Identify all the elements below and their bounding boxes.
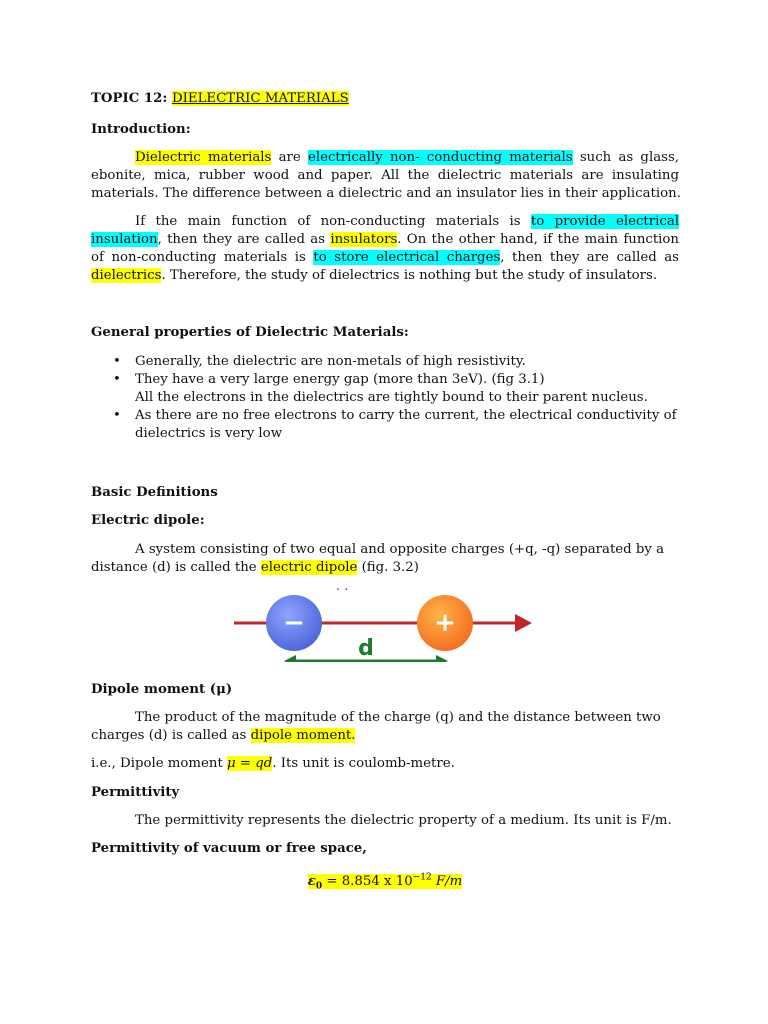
list-item-continuation: All the electrons in the dielectrics are tightly bound to their parent nucleus. xyxy=(135,390,648,405)
properties-list xyxy=(91,353,679,443)
topic-name: DIELECTRIC MATERIALS xyxy=(171,91,349,106)
hl-moment-equation: μ = qd xyxy=(227,756,273,771)
topic-title xyxy=(91,90,679,108)
negative-sign: − xyxy=(283,608,305,638)
hl-dielectrics: dielectrics xyxy=(91,268,162,283)
permittivity-line1: The permittivity represents the dielectric property of a medium. Its unit is F/m. xyxy=(135,813,672,828)
hl-dipole-moment: dipole moment. xyxy=(250,728,356,743)
dipole-line1: A system consisting of two equal and opposite charges (+q, -q) separated by a xyxy=(135,542,665,557)
distance-arrow-left-icon xyxy=(284,655,296,662)
basic-definitions-heading: Basic Definitions xyxy=(91,485,218,500)
list-item: • Generally, the dielectric are non-metals of high resistivity. xyxy=(113,354,526,369)
moment-line3: i.e., Dipole moment μ = qd. Its unit is coulomb-metre. xyxy=(91,756,455,771)
hl-non-conducting: electrically non- conducting materials xyxy=(307,150,573,165)
intro-p2-line1: If the main function of non-conducting materials is to provide electrical xyxy=(135,214,679,229)
hl-dielectric-materials: Dielectric materials xyxy=(135,150,272,165)
figure-dots: . . xyxy=(336,579,349,594)
list-item-continuation: dielectrics is very low xyxy=(135,426,283,441)
moment-line1: The product of the magnitude of the charge (q) and the distance between two xyxy=(135,710,661,725)
intro-p2-line4: dielectrics. Therefore, the study of dielectrics is nothing but the study of insulators. xyxy=(91,268,658,283)
permittivity-heading: Permittivity xyxy=(91,785,180,800)
list-item: • They have a very large energy gap (more than 3eV). (fig 3.1) xyxy=(113,372,545,387)
hl-provide-insulation: to provide electrical xyxy=(530,214,679,229)
intro-p1-line2: ebonite, mica, rubber wood and paper. All the dielectric materials are insulating xyxy=(91,168,679,183)
positive-sign: + xyxy=(434,608,456,638)
electric-dipole-heading: Electric dipole: xyxy=(91,513,205,528)
list-item: • As there are no free electrons to carry the current, the electrical conductivity of xyxy=(113,408,677,423)
dipole-line2: distance (d) is called the electric dipole (fig. 3.2) xyxy=(91,560,419,575)
hl-insulation: insulation xyxy=(91,232,158,247)
moment-line2: charges (d) is called as dipole moment. xyxy=(91,728,356,743)
distance-arrow-right-icon xyxy=(436,655,448,662)
axis-arrowhead-icon xyxy=(515,614,532,632)
hl-store-charges: to store electrical charges xyxy=(313,250,501,265)
bullet-icon: • xyxy=(113,372,121,387)
dipole-diagram xyxy=(226,577,536,662)
vacuum-heading: Permittivity of vacuum or free space, xyxy=(91,841,367,856)
intro-p2-line2: insulation, then they are called as insulators. On the other hand, if the main function xyxy=(91,232,679,247)
bullet-icon: • xyxy=(113,408,121,423)
topic-prefix: TOPIC 12: xyxy=(91,91,172,106)
dipole-moment-heading: Dipole moment (μ) xyxy=(91,682,233,697)
distance-label: d xyxy=(358,636,374,661)
hl-electric-dipole: electric dipole xyxy=(260,560,358,575)
intro-p1-line3: materials. The difference between a dielectric and an insulator lies in their application. xyxy=(91,186,681,201)
general-heading: General properties of Dielectric Materials: xyxy=(91,325,409,340)
bullet-icon: • xyxy=(113,354,121,369)
intro-p2-line3: of non-conducting materials is to store electrical charges, then they are called as xyxy=(91,250,679,265)
intro-heading: Introduction: xyxy=(91,122,191,137)
vacuum-equation-row xyxy=(91,869,679,896)
intro-p1-line1: Dielectric materials are electrically non- conducting materials such as glass, xyxy=(135,150,679,165)
hl-insulators: insulators xyxy=(330,232,398,247)
vacuum-equation: $\varepsilon_0 = 8.854$ x $10^{-12}$ F/m xyxy=(307,873,463,893)
